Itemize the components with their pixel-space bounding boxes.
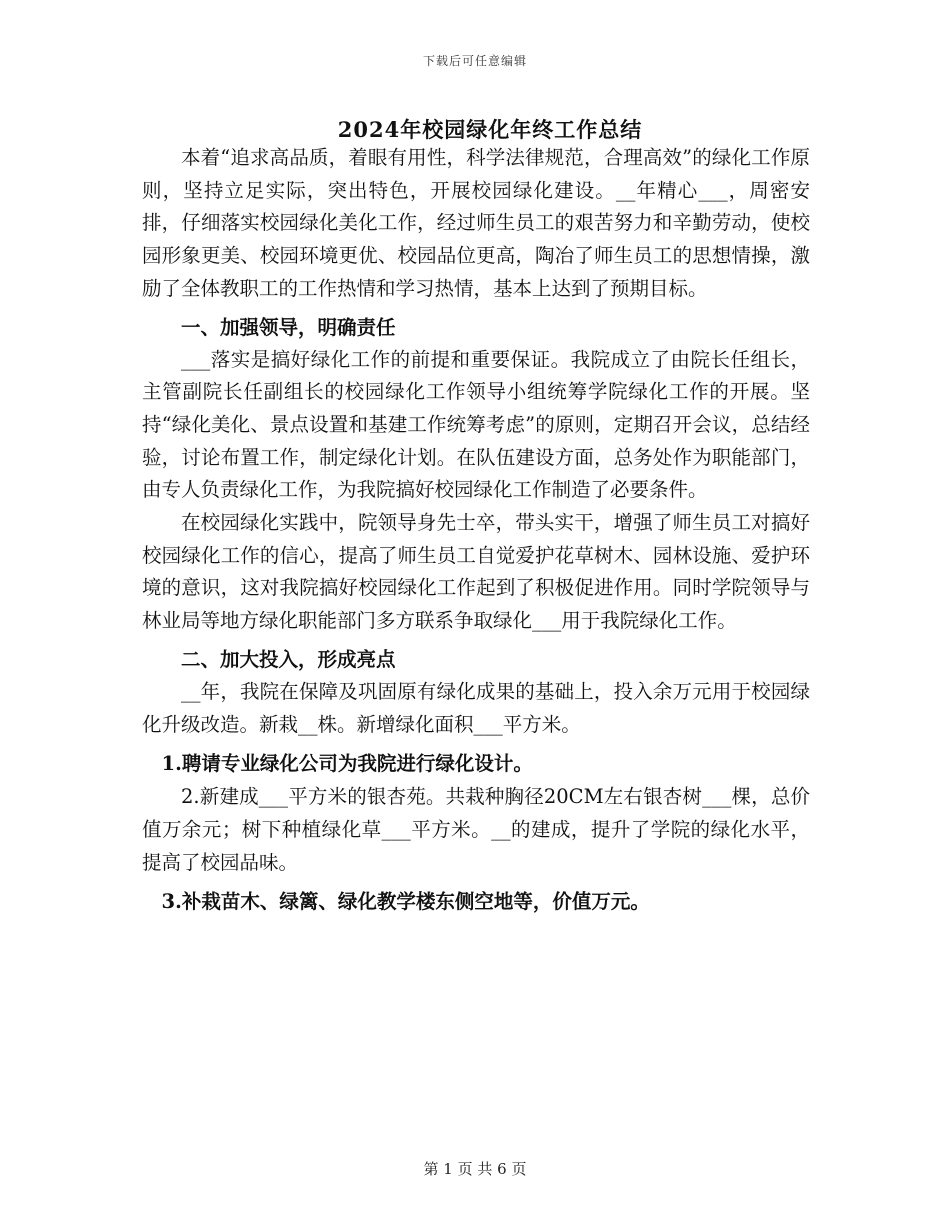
- document-title: 2024年校园绿化年终工作总结: [337, 117, 643, 142]
- section-1-heading: 一、加强领导，明确责任: [181, 315, 396, 339]
- document-body: [142, 142, 810, 919]
- section-1-paragraph-2: 在校园绿化实践中，院领导身先士卒，带头实干，增强了师生员工对搞好校园绿化工作的信心，提高了师生员工自觉爱护花草树木、园林设施、爱护环境的意识，这对我院搞好校园绿化工作起到了积极促进作用。同时学院领导与林业局等地方绿化职能部门多方联系争取绿化___用于我院绿化工作。: [142, 511, 810, 633]
- page-number-footer: 第 1 页 共 6 页: [423, 1160, 527, 1178]
- list-item-3: 3.补栽苗木、绿篱、绿化教学楼东侧空地等，价值万元。: [161, 890, 650, 914]
- header-note: 下载后可任意编辑: [422, 54, 527, 68]
- intro-paragraph: 本着“追求高品质，着眼有用性，科学法律规范，合理高效”的绿化工作原则，坚持立足实际，突出特色，开展校园绿化建设。__年精心___，周密安排，仔细落实校园绿化美化工作，经过师生员工的艰苦努力和辛勤劳动，使校园形象更美、校园环境更优、校园品位更高，陶冶了师生员工的思想情操，激励了全体教职工的工作热情和学习热情，基本上达到了预期目标。: [142, 146, 810, 300]
- list-item-1: 1.聘请专业绿化公司为我院进行绿化设计。: [161, 752, 533, 776]
- list-item-2: 2.新建成___平方米的银杏苑。共栽种胸径20CM左右银杏树___棵，总价值万余元；树下种植绿化草___平方米。__的建成，提升了学院的绿化水平，提高了校园品味。: [142, 785, 810, 874]
- section-2-heading: 二、加大投入，形成亮点: [181, 647, 396, 671]
- section-2-paragraph-1: __年，我院在保障及巩固原有绿化成果的基础上，投入余万元用于校园绿化升级改造。新栽__株。新增绿化面积___平方米。: [142, 679, 810, 736]
- section-1-paragraph-1: ___落实是搞好绿化工作的前提和重要保证。我院成立了由院长任组长，主管副院长任副组长的校园绿化工作领导小组统筹学院绿化工作的开展。坚持“绿化美化、景点设置和基建工作统筹考虑”的原则，定期召开会议，总结经验，讨论布置工作，制定绿化计划。在队伍建设方面，总务处作为职能部门，由专人负责绿化工作，为我院搞好校园绿化工作制造了必要条件。: [142, 347, 810, 502]
